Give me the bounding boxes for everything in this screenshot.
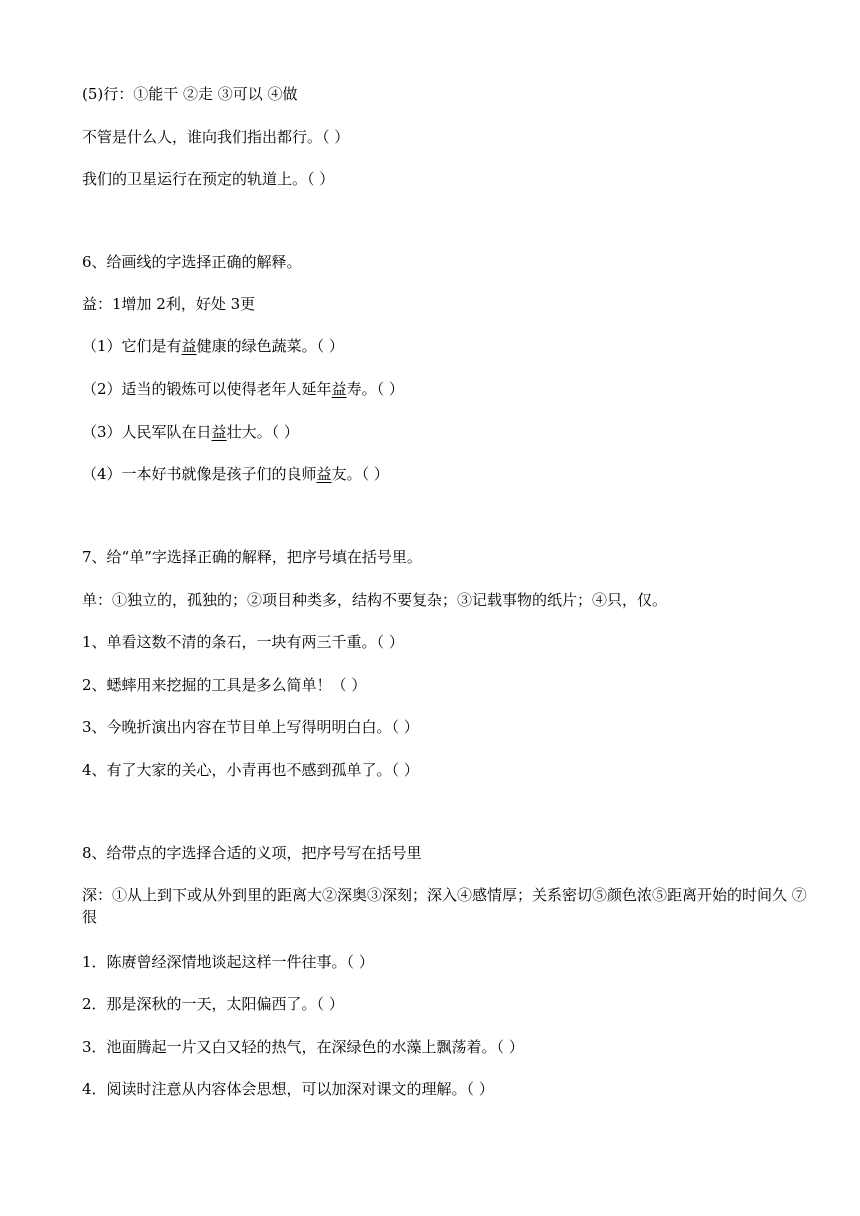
q6-item-3-post: 壮大。（ ） — [226, 423, 299, 441]
q8-item-3: 3．池面腾起一片又白又轻的热气，在深绿色的水藻上飘荡着。（ ） — [82, 1038, 524, 1056]
q6-item-2-pre: （2）适当的锻炼可以使得老年人延年 — [82, 380, 332, 398]
q8-meanings: 深：①从上到下或从外到里的距离大②深奥③深刻；深入④感情厚；关系密切⑤颜色浓⑤距离开始的时间久 ⑦很 — [82, 886, 807, 926]
q6-item-3-pre: （3）人民军队在日 — [82, 423, 212, 441]
q6-title: 6、给画线的字选择正确的解释。 — [82, 253, 302, 271]
q6-item-1-pre: （1）它们是有 — [82, 337, 182, 355]
q7-item-3: 3、今晚折演出内容在节目单上写得明明白白。（ ） — [82, 718, 419, 736]
q6-item-4 — [82, 463, 810, 485]
q6-item-2-underlined-word: 益 — [331, 380, 347, 398]
q7-item-2: 2、蟋蟀用来挖掘的工具是多么简单！（ ） — [82, 676, 367, 694]
q7-meanings: 单：①独立的，孤独的；②项目种类多，结构不要复杂；③记载事物的纸片；④只，仅。 — [82, 591, 668, 609]
q5-item-2: 我们的卫星运行在预定的轨道上。（ ） — [82, 170, 335, 188]
q6-item-1 — [82, 335, 810, 357]
q6-meanings: 益：1增加 2利，好处 3更 — [82, 295, 256, 313]
q8-title: 8、给带点的字选择合适的义项，把序号写在括号里 — [82, 844, 422, 862]
q6-item-2 — [82, 378, 810, 400]
q7-item-4: 4、有了大家的关心，小青再也不感到孤单了。（ ） — [82, 761, 419, 779]
q6-item-1-underlined-word: 益 — [181, 337, 197, 355]
q7-item-1: 1、单看这数不清的条石，一块有两三千重。（ ） — [82, 633, 404, 651]
q6-item-1-post: 健康的绿色蔬菜。（ ） — [196, 337, 344, 355]
q7-title: 7、给“单”字选择正确的解释，把序号填在括号里。 — [82, 548, 422, 566]
q8-item-1: 1．陈赓曾经深情地谈起这样一件往事。（ ） — [82, 953, 374, 971]
q6-item-4-post: 友。（ ） — [331, 465, 389, 483]
q6-item-4-underlined-word: 益 — [316, 465, 332, 483]
q5-meanings: (5)行：①能干 ②走 ③可以 ④做 — [82, 85, 298, 103]
q6-item-4-pre: （4）一本好书就像是孩子们的良师 — [82, 465, 317, 483]
q6-item-3 — [82, 421, 810, 443]
q6-item-2-post: 寿。（ ） — [346, 380, 404, 398]
q8-item-2: 2．那是深秋的一天，太阳偏西了。（ ） — [82, 995, 344, 1013]
q5-item-1: 不管是什么人，谁向我们指出都行。（ ） — [82, 128, 350, 146]
q8-item-4: 4．阅读时注意从内容体会思想，可以加深对课文的理解。（ ） — [82, 1080, 494, 1098]
q6-item-3-underlined-word: 益 — [211, 423, 227, 441]
